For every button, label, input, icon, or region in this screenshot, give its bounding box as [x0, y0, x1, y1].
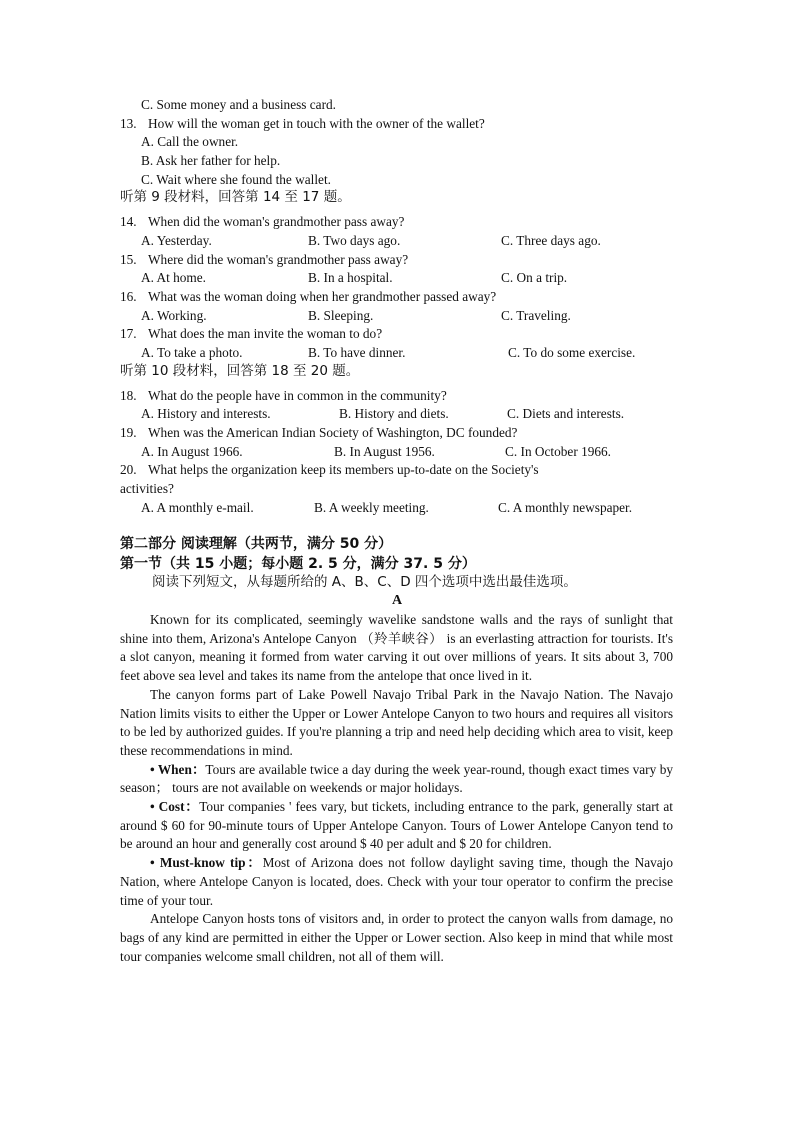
q14-option-a: A. Yesterday. — [141, 233, 212, 248]
passage-a-body — [120, 611, 673, 966]
q14-question: When did the woman's grandmother pass away? — [148, 214, 405, 229]
q16-option-a: A. Working. — [141, 308, 207, 323]
q18-option-c: C. Diets and interests. — [507, 406, 625, 421]
q17-number: 17. — [120, 326, 137, 341]
cost-item — [120, 798, 673, 854]
q13-option-b: B. Ask her father for help. — [141, 153, 281, 168]
q14-option-c: C. Three days ago. — [501, 233, 601, 248]
q14-number: 14. — [120, 214, 137, 229]
q20-question-continued: activities? — [120, 481, 174, 496]
q16-number: 16. — [120, 289, 137, 304]
q18-option-a: A. History and interests. — [141, 406, 271, 421]
when-text: Tours are available twice a day during the week year-round, though exact times vary by season； tours are not available on weekends or major holidays. — [120, 761, 673, 796]
q20-option-b: B. A weekly meeting. — [314, 500, 429, 515]
q15-option-b: B. In a hospital. — [308, 270, 393, 285]
q19-option-b: B. In August 1956. — [334, 444, 435, 459]
part-2-title: 第二部分 阅读理解（共两节，满分 50 分） — [120, 536, 393, 552]
q17-question: What does the man invite the woman to do? — [148, 326, 383, 341]
q19-question: When was the American Indian Society of Washington, DC founded? — [148, 425, 518, 440]
q16-question: What was the woman doing when her grandmother passed away? — [148, 289, 497, 304]
q19-option-c: C. In October 1966. — [505, 444, 611, 459]
paragraph-1: Known for its complicated, seemingly wavelike sandstone walls and the rays of sunlight that shine into them, Arizona's Antelope Canyon （羚羊峡谷） is an everlasting attraction for tourists. It's a slot canyon, meaning it formed from water carving it out over millions of years. It sits about 3, 700 feet above sea level and takes its name from the antelope that once lived in it. — [120, 612, 673, 684]
q20-option-c: C. A monthly newspaper. — [498, 500, 633, 515]
when-item — [120, 761, 673, 798]
q16-option-b: B. Sleeping. — [308, 308, 374, 323]
paragraph-2: The canyon forms part of Lake Powell Navajo Tribal Park in the Navajo Nation. The Navajo Nation limits visits to either the Upper or Lower Antelope Canyon to two hours and requires all visitors to be led by authorized guides. If you're planning a trip and need help deciding which area to visit, keep these recommendations in mind. — [120, 686, 673, 758]
q15-option-a: A. At home. — [141, 270, 207, 285]
q20-option-a: A. A monthly e-mail. — [141, 500, 254, 515]
q17-option-c: C. To do some exercise. — [508, 345, 636, 360]
reading-instruction: 阅读下列短文，从每题所给的 A、B、C、D 四个选项中选出最佳选项。 — [152, 574, 577, 590]
q15-option-c: C. On a trip. — [501, 270, 568, 285]
section-1-heading: 第一节（共 15 小题；每小题 2. 5 分，满分 37. 5 分） — [120, 556, 476, 572]
cost-label: • Cost： — [150, 799, 200, 815]
q17-option-b: B. To have dinner. — [308, 345, 406, 360]
when-label: • When： — [150, 761, 206, 777]
tip-text: Most of Arizona does not follow daylight saving time, though the Navajo Nation, where Antelope Canyon is located, does. Check with your tour operator to confirm the precise time of your tour. — [120, 855, 673, 908]
q18-question: What do the people have in common in the community? — [148, 388, 447, 403]
q13-option-a: A. Call the owner. — [141, 134, 239, 149]
paragraph-3: Antelope Canyon hosts tons of visitors and, in order to protect the canyon walls from damage, no bags of any kind are permitted in either the Upper or Lower section. Also keep in mind that while most tour companies welcome small children, not all of them will. — [120, 911, 673, 964]
q18-number: 18. — [120, 388, 137, 403]
q20-number: 20. — [120, 462, 137, 477]
section-10-heading: 听第 10 段材料，回答第 18 至 20 题。 — [120, 363, 360, 379]
q15-question: Where did the woman's grandmother pass away? — [148, 252, 409, 267]
q14-option-b: B. Two days ago. — [308, 233, 401, 248]
cost-text: Tour companies ' fees vary, but tickets, including entrance to the park, generally start at around $ 60 for 90-minute tours of Upper Antelope Canyon. Tours of Lower Antelope Canyon tend to be around an hour and generally cost around $ 40 per adult and $ 20 for children. — [120, 799, 673, 852]
tip-item — [120, 854, 673, 910]
passage-label: A — [391, 593, 403, 608]
q19-number: 19. — [120, 425, 137, 440]
q17-option-a: A. To take a photo. — [141, 345, 243, 360]
section-9-heading: 听第 9 段材料，回答第 14 至 17 题。 — [120, 189, 351, 205]
q19-option-a: A. In August 1966. — [141, 444, 243, 459]
q20-question: What helps the organization keep its members up-to-date on the Society's — [148, 462, 539, 477]
q18-option-b: B. History and diets. — [339, 406, 449, 421]
q13-question: How will the woman get in touch with the owner of the wallet? — [148, 116, 485, 131]
q13-option-c: C. Wait where she found the wallet. — [141, 172, 331, 187]
q15-number: 15. — [120, 252, 137, 267]
q13-number: 13. — [120, 116, 137, 131]
tip-label: • Must-know tip： — [150, 855, 263, 871]
q16-option-c: C. Traveling. — [501, 308, 571, 323]
q12-option-c: C. Some money and a business card. — [141, 97, 336, 112]
